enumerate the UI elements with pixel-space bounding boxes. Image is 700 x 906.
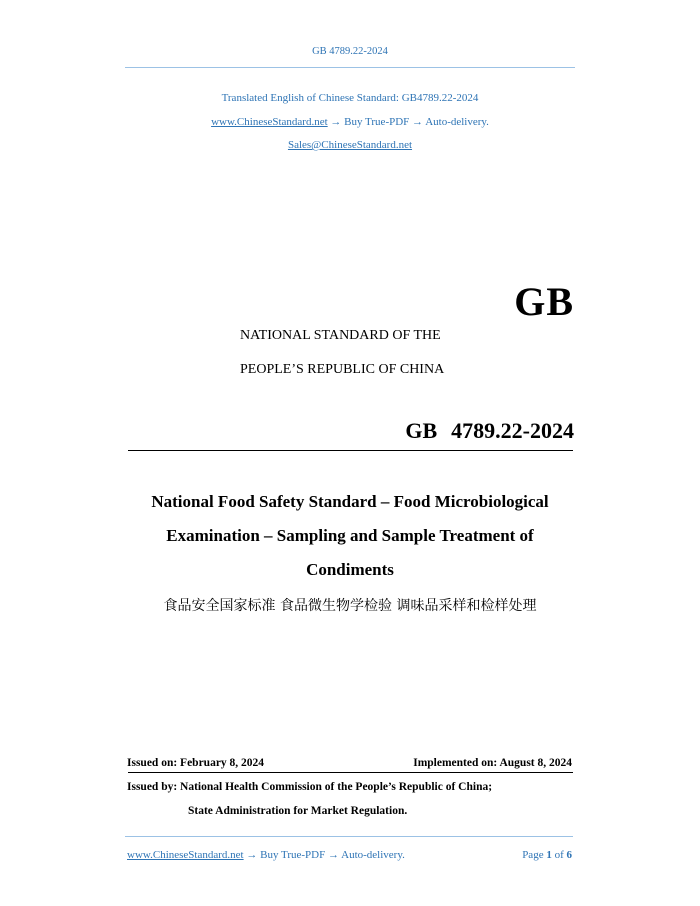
email-link[interactable]: Sales@ChineseStandard.net [287, 139, 413, 151]
national-standard-line1: NATIONAL STANDARD OF THE [240, 328, 441, 343]
arrow-right-icon: → [412, 116, 424, 128]
title-line1: National Food Safety Standard – Food Microbiological [151, 492, 549, 511]
issued-by-2: State Administration for Market Regulation. [188, 805, 408, 817]
page-number [522, 849, 572, 861]
chinese-title: 食品安全国家标准 食品微生物学检验 调味品采样和检样处理 [163, 598, 537, 614]
header-code-line: GB 4789.22-2024 [312, 46, 388, 57]
page-total: 6 [566, 849, 572, 861]
gb-mark: GB [514, 279, 574, 324]
site-link[interactable]: www.ChineseStandard.net [211, 116, 328, 128]
implemented-on: Implemented on: August 8, 2024 [413, 757, 572, 769]
standard-code-prefix: GB [405, 418, 438, 443]
footer-buy-true-pdf-text: Buy True-PDF [260, 849, 326, 861]
footer [127, 849, 572, 861]
page-current: 1 [546, 849, 552, 861]
page-label: Page [522, 849, 544, 861]
issue-divider [128, 772, 573, 773]
footer-auto-delivery-text: Auto-delivery. [341, 849, 405, 861]
buy-true-pdf-text: Buy True-PDF [344, 116, 410, 128]
header-divider [125, 67, 575, 68]
standard-code-number: 4789.22-2024 [451, 418, 574, 443]
header-links-line [0, 116, 700, 128]
page-of: of [554, 849, 564, 861]
issue-dates-row [127, 757, 572, 769]
title-line3: Condiments [306, 560, 394, 579]
footer-site-link[interactable]: www.ChineseStandard.net [127, 849, 244, 861]
arrow-right-icon: → [330, 116, 342, 128]
translated-line: Translated English of Chinese Standard: GB4789.22-2024 [221, 92, 479, 104]
arrow-right-icon: → [327, 849, 339, 861]
code-divider [128, 450, 573, 451]
national-standard-line2: PEOPLE’S REPUBLIC OF CHINA [240, 362, 445, 377]
auto-delivery-text: Auto-delivery. [425, 116, 489, 128]
issued-by: Issued by: National Health Commission of the People’s Republic of China; [127, 781, 493, 793]
title-line2: Examination – Sampling and Sample Treatment of [166, 526, 534, 545]
standard-code [405, 418, 574, 444]
footer-divider [125, 836, 573, 837]
email-line [0, 139, 700, 151]
arrow-right-icon: → [246, 849, 258, 861]
issued-on: Issued on: February 8, 2024 [127, 757, 265, 769]
